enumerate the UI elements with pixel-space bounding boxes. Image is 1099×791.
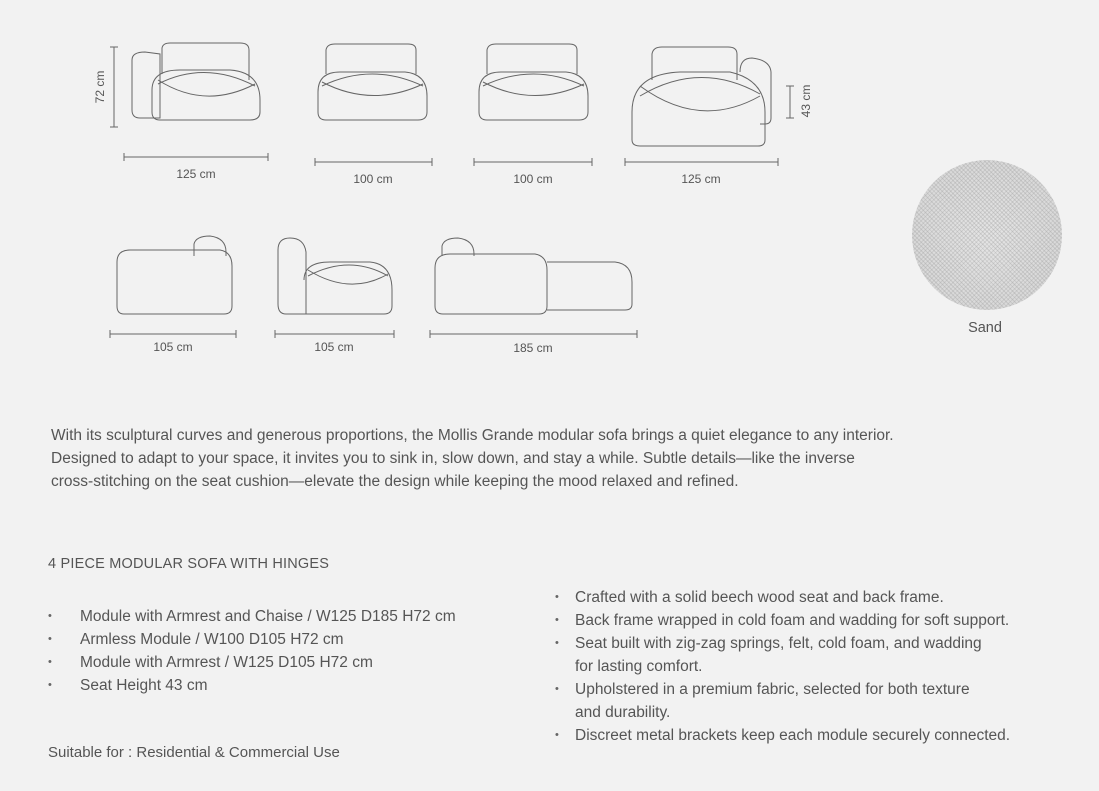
list-item: • Module with Armrest / W125 D105 H72 cm xyxy=(48,651,548,674)
list-item xyxy=(555,724,1095,747)
list-item: • Module with Armrest and Chaise / W125 D185 H72 cm xyxy=(48,605,548,628)
description-paragraph xyxy=(51,424,1091,493)
module-side-2-drawing xyxy=(275,238,394,338)
module-armless-2-drawing xyxy=(474,44,592,166)
width-label-module-1: 125 cm xyxy=(176,167,216,181)
description-line: Designed to adapt to your space, it invites you to sink in, slow down, and stay a while. Subtle details—like the inverse xyxy=(51,450,855,467)
module-chaise-drawing xyxy=(625,47,794,166)
module-side-3-drawing xyxy=(430,238,637,338)
list-item-line: for lasting comfort. xyxy=(575,658,703,675)
list-item-line: Back frame wrapped in cold foam and wadding for soft support. xyxy=(575,612,1010,629)
suitable-for-text: Suitable for : Residential & Commercial Use xyxy=(48,744,340,761)
list-item xyxy=(555,632,1095,678)
seat-height-dimension-label: 43 cm xyxy=(799,84,813,118)
list-item-line: and durability. xyxy=(575,704,671,721)
list-item-line: Discreet metal brackets keep each module securely connected. xyxy=(575,727,1011,744)
spec-heading: 4 PIECE MODULAR SOFA WITH HINGES xyxy=(48,556,330,572)
fabric-swatch-sand xyxy=(912,160,1062,310)
width-label-module-3: 100 cm xyxy=(513,172,553,186)
list-item-line: Crafted with a solid beech wood seat and back frame. xyxy=(575,589,944,606)
description-line: cross-stitching on the seat cushion—elevate the design while keeping the mood relaxed and refined. xyxy=(51,473,739,490)
width-label-module-5: 105 cm xyxy=(153,340,193,354)
description-line: With its sculptural curves and generous proportions, the Mollis Grande modular sofa brings a quiet elegance to any interior. xyxy=(51,427,894,444)
width-label-module-2: 100 cm xyxy=(353,172,393,186)
list-item xyxy=(555,586,1095,609)
list-item: • Seat Height 43 cm xyxy=(48,674,548,697)
list-item xyxy=(555,678,1095,724)
list-item xyxy=(555,609,1095,632)
list-item-line: Upholstered in a premium fabric, selected for both texture xyxy=(575,681,970,698)
swatch-label: Sand xyxy=(968,320,1002,336)
module-side-1-drawing xyxy=(110,236,236,338)
module-list xyxy=(48,605,548,697)
width-label-module-4: 125 cm xyxy=(681,172,721,186)
width-label-module-6: 105 cm xyxy=(314,340,354,354)
width-label-module-7: 185 cm xyxy=(513,341,553,355)
module-armless-1-drawing xyxy=(315,44,432,166)
height-dimension-label: 72 cm xyxy=(93,70,107,104)
list-item: • Armless Module / W100 D105 H72 cm xyxy=(48,628,548,651)
list-item-line: Seat built with zig-zag springs, felt, cold foam, and wadding xyxy=(575,635,982,652)
module-armrest-left-drawing xyxy=(110,43,268,161)
features-list xyxy=(555,586,1095,747)
